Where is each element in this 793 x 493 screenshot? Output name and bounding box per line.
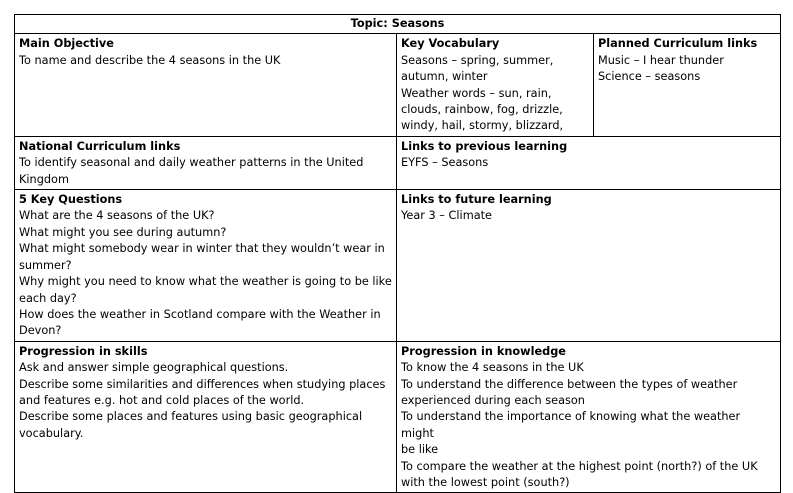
topic-planning-table (14, 14, 781, 493)
progression-skills-line: and features e.g. hot and cold places of the world. (19, 393, 305, 407)
links-previous-learning-heading: Links to previous learning (401, 139, 568, 153)
progression-skills-line: Describe some similarities and differences when studying places (19, 377, 386, 391)
progression-skills-heading: Progression in skills (19, 344, 148, 358)
key-question-line: What might you see during autumn? (19, 225, 227, 239)
progression-skills-line: Describe some places and features using basic geographical (19, 410, 363, 424)
national-curriculum-links-line: To identify seasonal and daily weather patterns in the United (19, 156, 364, 170)
progression-knowledge-heading: Progression in knowledge (401, 344, 566, 358)
progression-knowledge-line: To understand the difference between the types of weather (401, 377, 738, 391)
key-question-line: Devon? (19, 324, 62, 338)
progression-knowledge-cell (397, 341, 781, 493)
key-vocabulary-heading: Key Vocabulary (401, 37, 500, 51)
main-objective-text: To name and describe the 4 seasons in the UK (19, 53, 281, 67)
topic-title: Topic: Seasons (15, 15, 781, 34)
key-vocabulary-line: windy, hail, stormy, blizzard, (401, 119, 564, 133)
progression-knowledge-line: be like (401, 443, 439, 457)
key-question-line: How does the weather in Scotland compare with the Weather in (19, 307, 381, 321)
key-question-line: What are the 4 seasons of the UK? (19, 209, 215, 223)
main-objective-heading: Main Objective (19, 37, 114, 51)
national-curriculum-links-heading: National Curriculum links (19, 139, 181, 153)
national-curriculum-links-cell (15, 136, 397, 189)
links-future-learning-line: Year 3 – Climate (401, 209, 492, 223)
progression-knowledge-line: with the lowest point (south?) (401, 475, 570, 489)
key-question-line: each day? (19, 291, 77, 305)
links-previous-learning-cell (397, 136, 781, 189)
key-questions-heading: 5 Key Questions (19, 193, 123, 207)
links-future-learning-cell (397, 190, 781, 342)
planned-curriculum-links-line: Science – seasons (598, 70, 701, 84)
key-vocabulary-line: Seasons – spring, summer, (401, 53, 554, 67)
progression-knowledge-line: experienced during each season (401, 393, 585, 407)
key-vocabulary-cell (397, 34, 594, 136)
key-questions-cell (15, 190, 397, 342)
planned-curriculum-links-cell (594, 34, 781, 136)
progression-knowledge-line: To compare the weather at the highest point (north?) of the UK (401, 459, 758, 473)
links-future-learning-heading: Links to future learning (401, 193, 552, 207)
progression-skills-cell (15, 341, 397, 493)
key-vocabulary-line: Weather words – sun, rain, (401, 86, 552, 100)
progression-skills-line: Ask and answer simple geographical questions. (19, 361, 289, 375)
planned-curriculum-links-line: Music – I hear thunder (598, 53, 724, 67)
key-vocabulary-line: clouds, rainbow, fog, drizzle, (401, 103, 563, 117)
main-objective-cell (15, 34, 397, 136)
key-question-line: summer? (19, 258, 72, 272)
key-vocabulary-line: autumn, winter (401, 70, 488, 84)
progression-skills-line: vocabulary. (19, 426, 84, 440)
key-question-line: Why might you need to know what the weather is going to be like (19, 275, 392, 289)
key-question-line: What might somebody wear in winter that they wouldn’t wear in (19, 242, 385, 256)
progression-knowledge-line: To know the 4 seasons in the UK (401, 361, 584, 375)
progression-knowledge-line: To understand the importance of knowing what the weather might (401, 410, 741, 440)
links-previous-learning-line: EYFS – Seasons (401, 156, 489, 170)
planned-curriculum-links-heading: Planned Curriculum links (598, 37, 758, 51)
national-curriculum-links-line: Kingdom (19, 172, 69, 186)
